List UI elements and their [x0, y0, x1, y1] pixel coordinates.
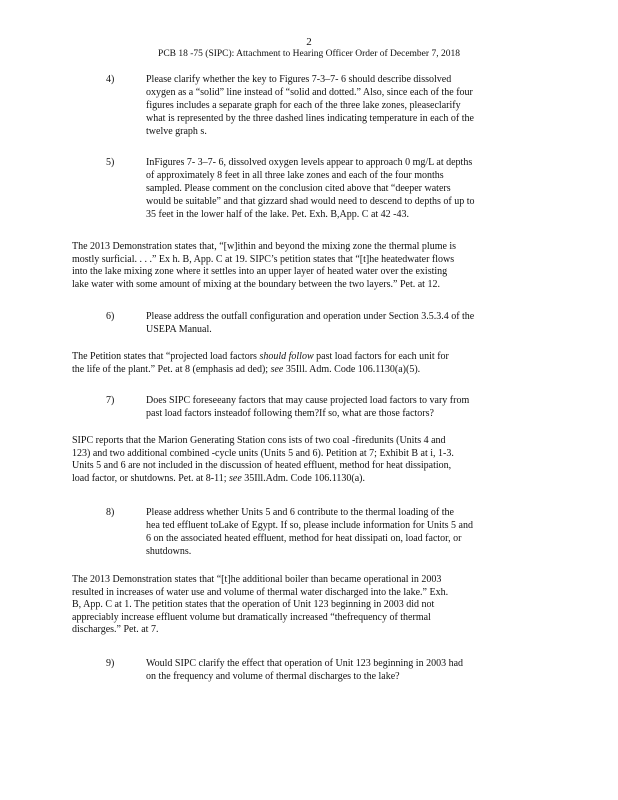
body-paragraph [72, 241, 542, 291]
emphasis-text: see [270, 363, 284, 375]
text-line: what is represented by the three dashed lines indicating temperature in each of the [146, 113, 474, 124]
text-run: The Petition states that “projected load factors [72, 351, 260, 362]
text-line: into the lake mixing zone where it settles into an upper layer of heated water over the existing [72, 266, 448, 278]
text-line: of approximately 8 feet in all three lake zones and each of the four months [146, 170, 444, 181]
text-run: load factor, or shutdowns. Pet. at 8-11; [72, 472, 229, 484]
text-line: past load factors insteadof following them?If so, what are those factors? [146, 408, 434, 419]
text-line: discharges.” Pet. at 7. [72, 624, 159, 636]
text-line [72, 351, 542, 364]
text-line: Would SIPC clarify the effect that operation of Unit 123 beginning in 2003 had [146, 658, 464, 669]
text-line: SIPC reports that the Marion Generating Station cons ists of two coal -firedunits (Units 4 and [72, 435, 446, 446]
text-line: sampled. Please comment on the conclusion cited above that “deeper waters [146, 183, 451, 194]
text-line: oxygen as a “solid” line instead of “solid and dotted.” Also, since each of the four [146, 87, 473, 98]
question-number: 4) [106, 74, 115, 85]
text-line: The 2013 Demonstration states that, “[w]ithin and beyond the mixing zone the thermal plume is [72, 241, 457, 252]
page-number: 2 [306, 36, 312, 48]
body-paragraph [72, 435, 542, 485]
emphasis-text: see [228, 472, 242, 484]
text-run: past load factors for each unit for [313, 351, 449, 362]
question-text [146, 506, 544, 558]
text-line: hea ted effluent toLake of Egypt. If so, please include information for Units 5 and [146, 520, 473, 531]
text-line: appreciably increase effluent volume but dramatically increased “thefrequency of thermal [72, 611, 431, 623]
emphasis-text: should follow [259, 351, 314, 362]
question-text [146, 310, 544, 336]
text-line: 123) and two additional combined -cycle units (Units 5 and 6). Petition at 7; Exhibit B at i, 1-3. [72, 447, 454, 459]
page-header: PCB 18 -75 (SIPC): Attachment to Hearing Officer Order of December 7, 2018 [158, 49, 460, 59]
question-number: 9) [106, 658, 115, 669]
question-text [146, 73, 544, 138]
question-text [146, 657, 544, 683]
text-line: Please address whether Units 5 and 6 contribute to the thermal loading of the [146, 507, 454, 518]
text-line: The 2013 Demonstration states that “[t]he additional boiler than became operational in 2003 [72, 574, 442, 585]
text-line: USEPA Manual. [146, 324, 212, 335]
text-line: 6 on the associated heated effluent, method for heat dissipati on, load factor, or [146, 533, 462, 544]
question-number: 8) [106, 507, 115, 518]
text-line: shutdowns. [146, 546, 192, 557]
text-line: Units 5 and 6 are not included in the discussion of heated effluent, method for heat dissipation, [72, 460, 452, 472]
text-line: Please clarify whether the key to Figures 7-3–7- 6 should describe dissolved [146, 74, 452, 85]
text-line: mostly surficial. . . .” Ex h. B, App. C at 19. SIPC’s petition states that “[t]he heatedwater flows [72, 253, 455, 265]
text-line: Does SIPC foreseeany factors that may cause projected load factors to vary from [146, 395, 470, 406]
question-number: 5) [106, 157, 115, 168]
text-run: the life of the plant.” Pet. at 8 (emphasis ad ded); [72, 363, 271, 375]
text-line: twelve graph s. [146, 126, 207, 137]
question-number: 6) [106, 311, 115, 322]
text-line [72, 473, 542, 486]
body-paragraph [72, 574, 542, 637]
text-line: Please address the outfall configuration and operation under Section 3.5.3.4 of the [146, 311, 475, 322]
question-number: 7) [106, 395, 115, 406]
text-run: 35Ill.Adm. Code 106.1130(a). [241, 472, 365, 484]
body-paragraph [72, 351, 542, 376]
text-line: figures includes a separate graph for each of the three lake zones, pleaseclarify [146, 100, 461, 111]
text-line: would be suitable” and that gizzard shad would need to descend to depths of up to [146, 196, 475, 207]
text-line: on the frequency and volume of thermal discharges to the lake? [146, 671, 400, 682]
question-text [146, 394, 544, 420]
text-line: 35 feet in the lower half of the lake. Pet. Exh. B,App. C at 42 -43. [146, 209, 409, 220]
text-line: resulted in increases of water use and volume of thermal water discharged into the lake.” Exh. [72, 586, 449, 598]
text-line: InFigures 7- 3–7- 6, dissolved oxygen levels appear to approach 0 mg/L at depths [146, 157, 473, 168]
text-run: 35Ill. Adm. Code 106.1130(a)(5). [283, 363, 421, 375]
text-line: lake water with some amount of mixing at the boundary between the two layers.” Pet. at 12. [72, 278, 440, 290]
question-text [146, 156, 544, 221]
text-line: B, App. C at 1. The petition states that the operation of Unit 123 beginning in 2003 did not [72, 599, 435, 611]
text-line [72, 364, 542, 377]
